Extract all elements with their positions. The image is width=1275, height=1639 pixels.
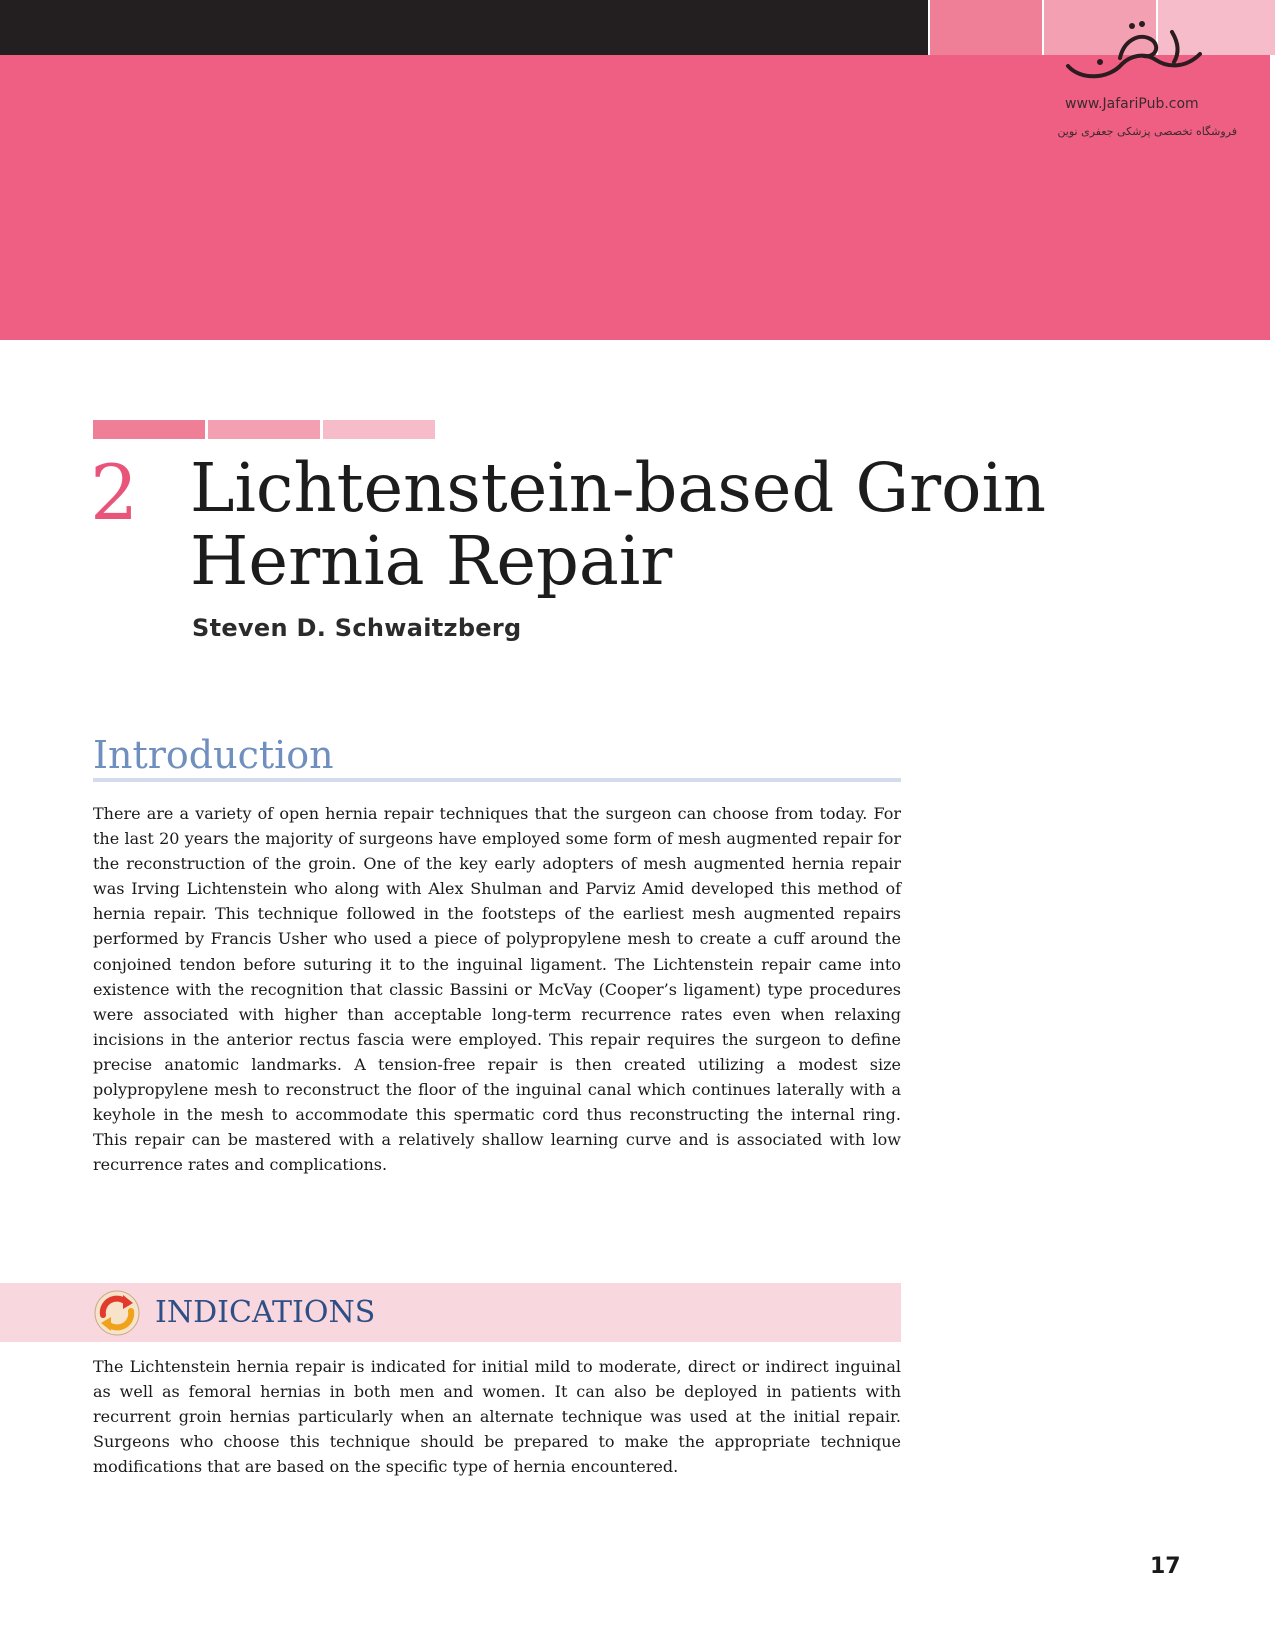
accent-bar-3 xyxy=(323,420,435,439)
publisher-logo xyxy=(1030,18,1250,148)
introduction-heading: Introduction xyxy=(93,733,334,777)
chapter-number: 2 xyxy=(90,448,139,537)
publisher-url[interactable]: www.JafariPub.com xyxy=(1065,96,1199,112)
chapter-title-line-1: Lichtenstein-based Groin xyxy=(190,449,1047,527)
accent-bar-1 xyxy=(93,420,205,439)
publisher-logo-mark-icon xyxy=(1060,18,1210,88)
chapter-title-line-2: Hernia Repair xyxy=(190,522,673,600)
circular-arrows-icon xyxy=(93,1289,141,1337)
publisher-tagline: فروشگاه تخصصی پزشکی جعفری نوین xyxy=(1057,125,1237,138)
indications-paragraph: The Lichtenstein hernia repair is indicated for initial mild to moderate, direct or indirect inguinal as well as femoral hernias in both men and women. It can also be deployed in patients with recurrent groin hernias particularly when an alternate technique was used at the initial repair. Surgeons who choose this technique should be prepared to make the appropriate technique modifications that are based on the specific type of hernia encountered. xyxy=(93,1357,901,1477)
page-number: 17 xyxy=(1150,1554,1181,1579)
introduction-rule xyxy=(93,778,901,782)
chapter-author: Steven D. Schwaitzberg xyxy=(192,614,522,642)
accent-bar-2 xyxy=(208,420,320,439)
indications-heading: INDICATIONS xyxy=(155,1295,376,1330)
chapter-title xyxy=(190,449,1047,600)
header-dark-strip xyxy=(0,0,928,55)
header-tab-1 xyxy=(930,0,1042,55)
introduction-paragraph: There are a variety of open hernia repair techniques that the surgeon can choose from today. For the last 20 years the majority of surgeons have employed some form of mesh augmented repair for the reconstruction of the groin. One of the key early adopters of mesh augmented hernia repair was Irving Lichtenstein who along with Alex Shulman and Parviz Amid developed this method of hernia repair. This technique followed in the footsteps of the earliest mesh augmented repairs performed by Francis Usher who used a piece of polypropylene mesh to create a cuff around the conjoined tendon before suturing it to the inguinal ligament. The Lichtenstein repair came into existence with the recognition that classic Bassini or McVay (Cooper’s ligament) type procedures were associated with higher than acceptable long-term recurrence rates even when relaxing incisions in the anterior rectus fascia were employed. This repair requires the surgeon to define precise anatomic landmarks. A tension-free repair is then created utilizing a modest size polypropylene mesh to reconstruct the floor of the inguinal canal which continues laterally with a keyhole in the mesh to accommodate this spermatic cord thus reconstructing the internal ring. This repair can be mastered with a relatively shallow learning curve and is associated with low recurrence rates and complications. xyxy=(93,804,901,1175)
